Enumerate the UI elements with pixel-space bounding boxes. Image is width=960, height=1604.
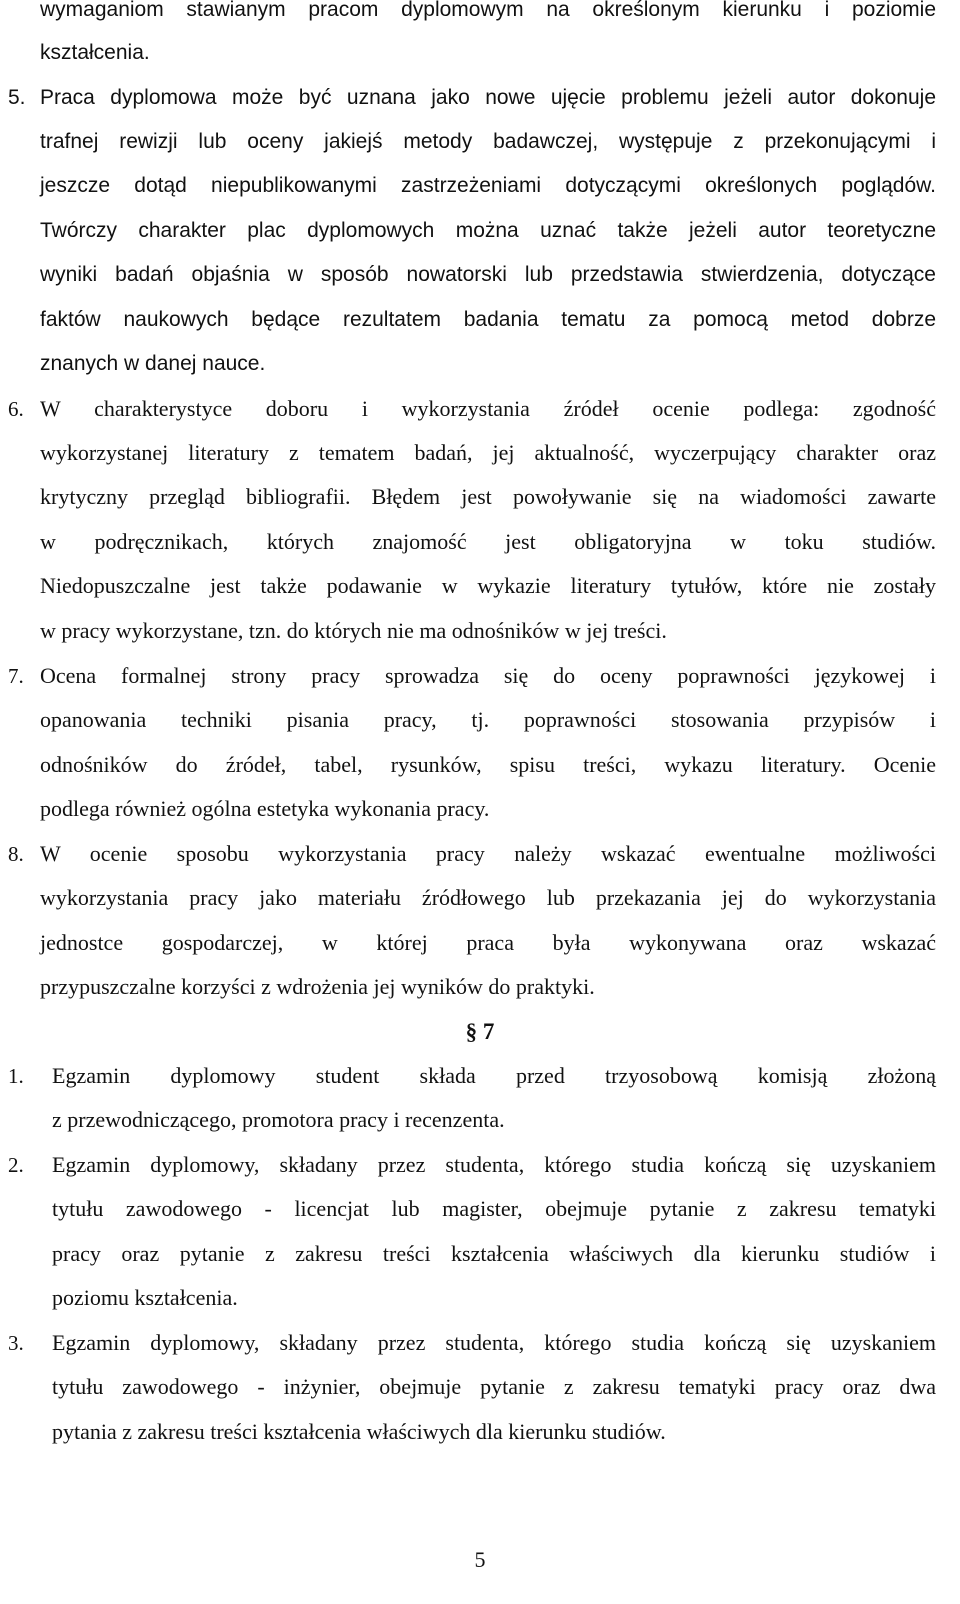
item6-line: w podręcznikach, których znajomość jest obligatoryjna w toku studiów. <box>40 529 936 554</box>
sec7-item3-line: Egzamin dyplomowy, składany przez studenta, którego studia kończą się uzyskaniem <box>52 1330 936 1355</box>
sec7-item2-line: Egzamin dyplomowy, składany przez studenta, którego studia kończą się uzyskaniem <box>52 1152 936 1177</box>
list-number: 3. <box>8 1331 24 1355</box>
item6-line: w pracy wykorzystane, tzn. do których nie ma odnośników w jej treści. <box>40 618 667 643</box>
item5-line: Twórczy charakter plac dyplomowych można uznać także jeżeli autor teoretyczne <box>40 219 936 242</box>
page-number: 5 <box>474 1547 486 1572</box>
item5-line: jeszcze dotąd niepublikowanymi zastrzeżeniami dotyczącymi określonych poglądów. <box>40 174 936 197</box>
item6-line: wykorzystanej literatury z tematem badań, jej aktualność, wyczerpujący charakter oraz <box>40 440 936 465</box>
item6-line: Niedopuszczalne jest także podawanie w wykazie literatury tytułów, które nie zostały <box>40 573 936 598</box>
item7-line: opanowania techniki pisania pracy, tj. poprawności stosowania przypisów i <box>40 707 936 732</box>
item7-line: podlega również ogólna estetyka wykonania pracy. <box>40 796 490 821</box>
item7-line: Ocena formalnej strony pracy sprowadza się do oceny poprawności językowej i <box>40 663 936 688</box>
item6-line: krytyczny przegląd bibliografii. Błędem jest powoływanie się na wiadomości zawarte <box>40 484 936 509</box>
item5-line: Praca dyplomowa może być uznana jako nowe ujęcie problemu jeżeli autor dokonuje <box>40 86 936 109</box>
list-number: 6. <box>8 397 24 421</box>
item5-line: trafnej rewizji lub oceny jakiejś metody badawczej, występuje z przekonującymi i <box>40 130 936 153</box>
sec7-item2-line: pracy oraz pytanie z zakresu treści kształcenia właściwych dla kierunku studiów i <box>52 1241 936 1266</box>
sec7-item2-line: poziomu kształcenia. <box>52 1285 238 1310</box>
item5-line: wyniki badań objaśnia w sposób nowatorski lub przedstawia stwierdzenia, dotyczące <box>40 263 936 286</box>
sec7-item3-line: pytania z zakresu treści kształcenia właściwych dla kierunku studiów. <box>52 1419 666 1444</box>
sec7-item1-line: Egzamin dyplomowy student składa przed trzyosobową komisją złożoną <box>52 1063 936 1088</box>
list-number: 8. <box>8 842 24 866</box>
item5-line: faktów naukowych będące rezultatem badania tematu za pomocą metod dobrze <box>40 308 936 331</box>
item8-line: wykorzystania pracy jako materiału źródłowego lub przekazania jej do wykorzystania <box>40 885 936 910</box>
list-number: 1. <box>8 1064 24 1088</box>
list-number: 2. <box>8 1153 24 1177</box>
item8-line: W ocenie sposobu wykorzystania pracy należy wskazać ewentualne możliwości <box>40 841 936 866</box>
sec7-item1-line: z przewodniczącego, promotora pracy i recenzenta. <box>52 1107 505 1132</box>
intro-line: wymaganiom stawianym pracom dyplomowym na określonym kierunku i poziomie <box>40 0 936 21</box>
sec7-item3-line: tytułu zawodowego - inżynier, obejmuje pytanie z zakresu tematyki pracy oraz dwa <box>52 1374 936 1399</box>
item8-line: jednostce gospodarczej, w której praca była wykonywana oraz wskazać <box>40 930 936 955</box>
list-number: 5. <box>8 86 26 109</box>
sec7-item2-line: tytułu zawodowego - licencjat lub magister, obejmuje pytanie z zakresu tematyki <box>52 1196 936 1221</box>
item6-line: W charakterystyce doboru i wykorzystania źródeł ocenie podlega: zgodność <box>40 396 936 421</box>
list-number: 7. <box>8 664 24 688</box>
section-heading: § 7 <box>465 1019 495 1044</box>
item5-line: znanych w danej nauce. <box>40 352 266 375</box>
item8-line: przypuszczalne korzyści z wdrożenia jej wyników do praktyki. <box>40 974 595 999</box>
item7-line: odnośników do źródeł, tabel, rysunków, spisu treści, wykazu literatury. Ocenie <box>40 752 936 777</box>
intro-line: kształcenia. <box>40 41 150 64</box>
